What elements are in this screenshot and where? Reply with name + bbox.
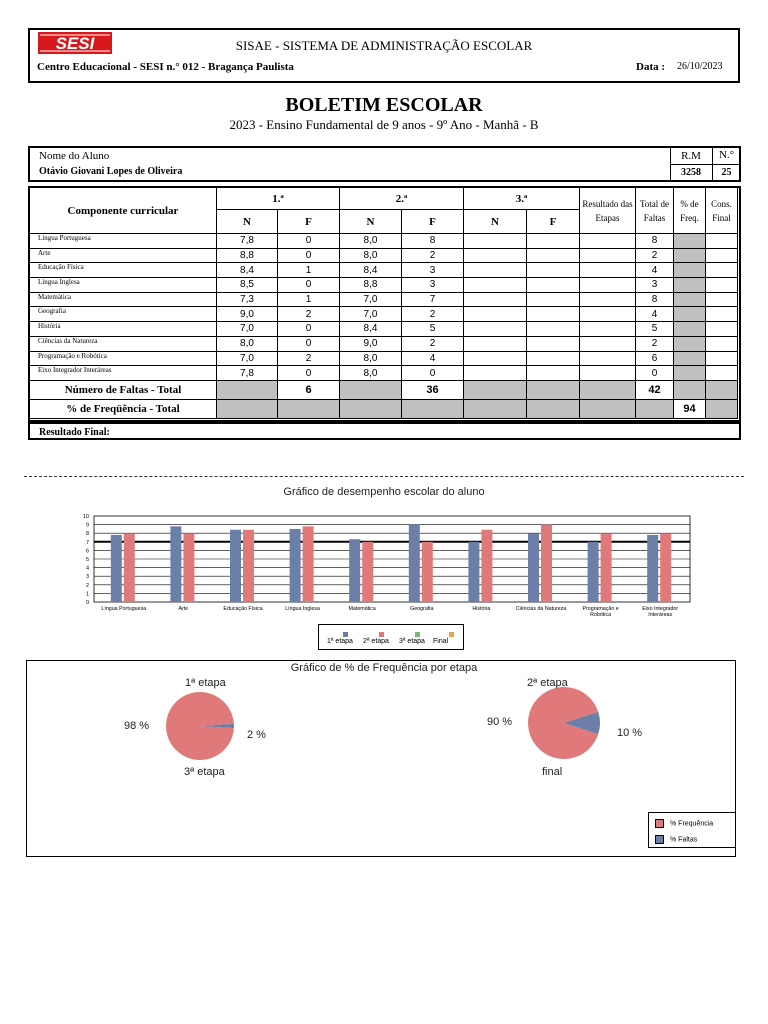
y-tick-label: 4 [85, 565, 89, 572]
faltas-total-label: Número de Faltas - Total [30, 380, 217, 399]
y-tick-label: 9 [85, 522, 89, 529]
sesi-logo-text: SESI [55, 34, 95, 53]
rm-label: R.M [681, 150, 701, 162]
x-tick-label: Programação e [582, 606, 619, 612]
legend-label: % Faltas [670, 836, 698, 844]
f-header: F [402, 210, 464, 234]
legend-label: Final [433, 638, 449, 645]
stage-header-2: 2.ª [340, 188, 464, 210]
pie-chart-legend [648, 812, 736, 848]
subject-name: Língua Portuguesa [30, 234, 217, 249]
absence-f1: 0 [278, 248, 340, 263]
x-tick-label: História [472, 606, 491, 612]
y-tick-label: 0 [85, 600, 89, 606]
total-faltas: 8 [636, 234, 674, 249]
grade-n2: 8,0 [340, 248, 402, 263]
freq-header: % de Freq. [674, 188, 706, 234]
total-faltas: 4 [636, 263, 674, 278]
date-label: Data : [636, 61, 666, 73]
legend-item [655, 819, 713, 828]
x-tick-label: Educação Física [223, 606, 263, 612]
total-faltas: 6 [636, 351, 674, 366]
absence-f2: 7 [402, 292, 464, 307]
x-tick-label: Interáreas [648, 612, 673, 618]
absence-f1: 0 [278, 322, 340, 337]
date-value: 26/10/2023 [677, 61, 723, 72]
pie-top-label: 1ª etapa [185, 677, 226, 689]
grade-n2: 8,0 [340, 234, 402, 249]
legend-label: 2ª etapa [363, 638, 389, 645]
grade-n2: 8,0 [340, 351, 402, 366]
cons-final-header: Cons. Final [706, 188, 738, 234]
total-faltas: 2 [636, 336, 674, 351]
y-tick-label: 7 [85, 539, 89, 546]
absence-f1: 1 [278, 292, 340, 307]
subject-name: Língua Inglesa [30, 278, 217, 293]
total-faltas: 3 [636, 278, 674, 293]
pie-top-label: 2ª etapa [527, 677, 568, 689]
x-tick-label: Língua Portuguesa [101, 606, 147, 612]
stage-header-1: 1.ª [217, 188, 340, 210]
absence-f2: 2 [402, 307, 464, 322]
f-header: F [527, 210, 580, 234]
student-name-label: Nome do Aluno [39, 150, 110, 162]
grade-n2: 8,8 [340, 278, 402, 293]
absence-f2: 2 [402, 248, 464, 263]
legend-label: 1ª etapa [327, 638, 353, 645]
n-header: N [340, 210, 402, 234]
absence-f1: 0 [278, 336, 340, 351]
grade-n2: 8,0 [340, 366, 402, 381]
n-header: N [464, 210, 527, 234]
n-header: N [217, 210, 278, 234]
grade-n1: 7,8 [217, 366, 278, 381]
faltas-f2-total: 36 [402, 380, 464, 399]
grade-n2: 7,0 [340, 292, 402, 307]
page-subtitle: 2023 - Ensino Fundamental de 9 anos - 9º Ano - Manhã - B [229, 117, 539, 132]
student-name: Otávio Giovani Lopes de Oliveira [39, 166, 183, 177]
legend-swatch [655, 819, 664, 828]
number-label: N.° [718, 149, 735, 161]
absence-f1: 0 [278, 366, 340, 381]
grade-n1: 8,4 [217, 263, 278, 278]
f-header: F [278, 210, 340, 234]
x-tick-label: Geografia [410, 606, 434, 612]
absence-f2: 2 [402, 336, 464, 351]
faltas-grand-total: 42 [636, 380, 674, 399]
grade-n1: 7,0 [217, 351, 278, 366]
subject-name: Geografia [30, 307, 217, 322]
legend-label: 3ª etapa [399, 638, 425, 645]
legend-swatch [655, 835, 664, 844]
pie-freq-label: 90 % [487, 716, 513, 728]
faltas-f1-total: 6 [278, 380, 340, 399]
subject-name: Matemática [30, 292, 217, 307]
pie-bottom-label: 3ª etapa [184, 766, 225, 778]
absence-f2: 4 [402, 351, 464, 366]
x-tick-label: Ciências da Natureza [515, 606, 567, 612]
component-header: Componente curricular [30, 188, 217, 234]
bar-chart-title: Gráfico de desempenho escolar do aluno [283, 486, 485, 498]
grade-n1: 8,5 [217, 278, 278, 293]
total-faltas: 8 [636, 292, 674, 307]
total-faltas: 2 [636, 248, 674, 263]
x-tick-label: Robótica [590, 612, 612, 618]
subject-name: Programação e Robótica [30, 351, 217, 366]
total-faltas: 0 [636, 366, 674, 381]
pie-faltas-label: 10 % [617, 727, 643, 739]
x-tick-label: Matemática [348, 606, 376, 612]
grade-n2: 8,4 [340, 322, 402, 337]
legend-label: % Frequência [670, 820, 714, 828]
y-tick-label: 3 [85, 574, 89, 581]
y-tick-label: 10 [82, 514, 89, 520]
subject-name: História [30, 322, 217, 337]
final-result-label: Resultado Final: [39, 427, 110, 438]
absence-f2: 3 [402, 278, 464, 293]
number-value: 25 [721, 167, 732, 178]
absence-f2: 0 [402, 366, 464, 381]
absence-f1: 0 [278, 278, 340, 293]
y-tick-label: 5 [85, 557, 89, 563]
grade-n1: 7,8 [217, 234, 278, 249]
total-faltas: 5 [636, 322, 674, 337]
absence-f1: 1 [278, 263, 340, 278]
legend-item [655, 835, 697, 844]
absence-f1: 2 [278, 307, 340, 322]
freq-total-value: 94 [674, 399, 706, 418]
page-title: BOLETIM ESCOLAR [285, 94, 483, 116]
absence-f2: 8 [402, 234, 464, 249]
subject-name: Eixo Integrador Interáreas [30, 366, 217, 381]
y-tick-label: 2 [85, 582, 89, 589]
grade-n2: 9,0 [340, 336, 402, 351]
y-tick-label: 1 [85, 591, 89, 598]
grade-n2: 7,0 [340, 307, 402, 322]
grade-n2: 8,4 [340, 263, 402, 278]
stage-header-3: 3.ª [464, 188, 580, 210]
absence-f1: 2 [278, 351, 340, 366]
absence-f1: 0 [278, 234, 340, 249]
subject-name: Educação Física [30, 263, 217, 278]
pie-faltas-label: 2 % [247, 729, 266, 741]
grade-n1: 8,0 [217, 336, 278, 351]
y-tick-label: 8 [85, 531, 89, 538]
pie-bottom-label: final [542, 766, 563, 778]
grade-n1: 8,8 [217, 248, 278, 263]
absence-f2: 5 [402, 322, 464, 337]
x-tick-label: Eixo Integrador [642, 606, 679, 612]
grade-n1: 9,0 [217, 307, 278, 322]
total-faltas: 4 [636, 307, 674, 322]
total-faltas-header: Total de Faltas [636, 188, 674, 234]
school-name: Centro Educacional - SESI n.° 012 - Bragança Paulista [37, 61, 294, 73]
absence-f2: 3 [402, 263, 464, 278]
result-header: Resultado das Etapas [580, 188, 636, 234]
system-title: SISAE - SISTEMA DE ADMINISTRAÇÃO ESCOLAR [235, 38, 533, 53]
x-tick-label: Arte [178, 606, 189, 612]
pie-freq-label: 98 % [124, 720, 150, 732]
grade-n1: 7,3 [217, 292, 278, 307]
pie-chart-title: Gráfico de % de Frequência por etapa [290, 662, 478, 674]
subject-name: Ciências da Natureza [30, 336, 217, 351]
grade-n1: 7,0 [217, 322, 278, 337]
rm-value: 3258 [681, 167, 701, 178]
x-tick-label: Língua Inglesa [285, 606, 320, 612]
subject-name: Arte [30, 248, 217, 263]
y-tick-label: 6 [85, 548, 89, 555]
freq-total-label: % de Freqüência - Total [30, 399, 217, 418]
